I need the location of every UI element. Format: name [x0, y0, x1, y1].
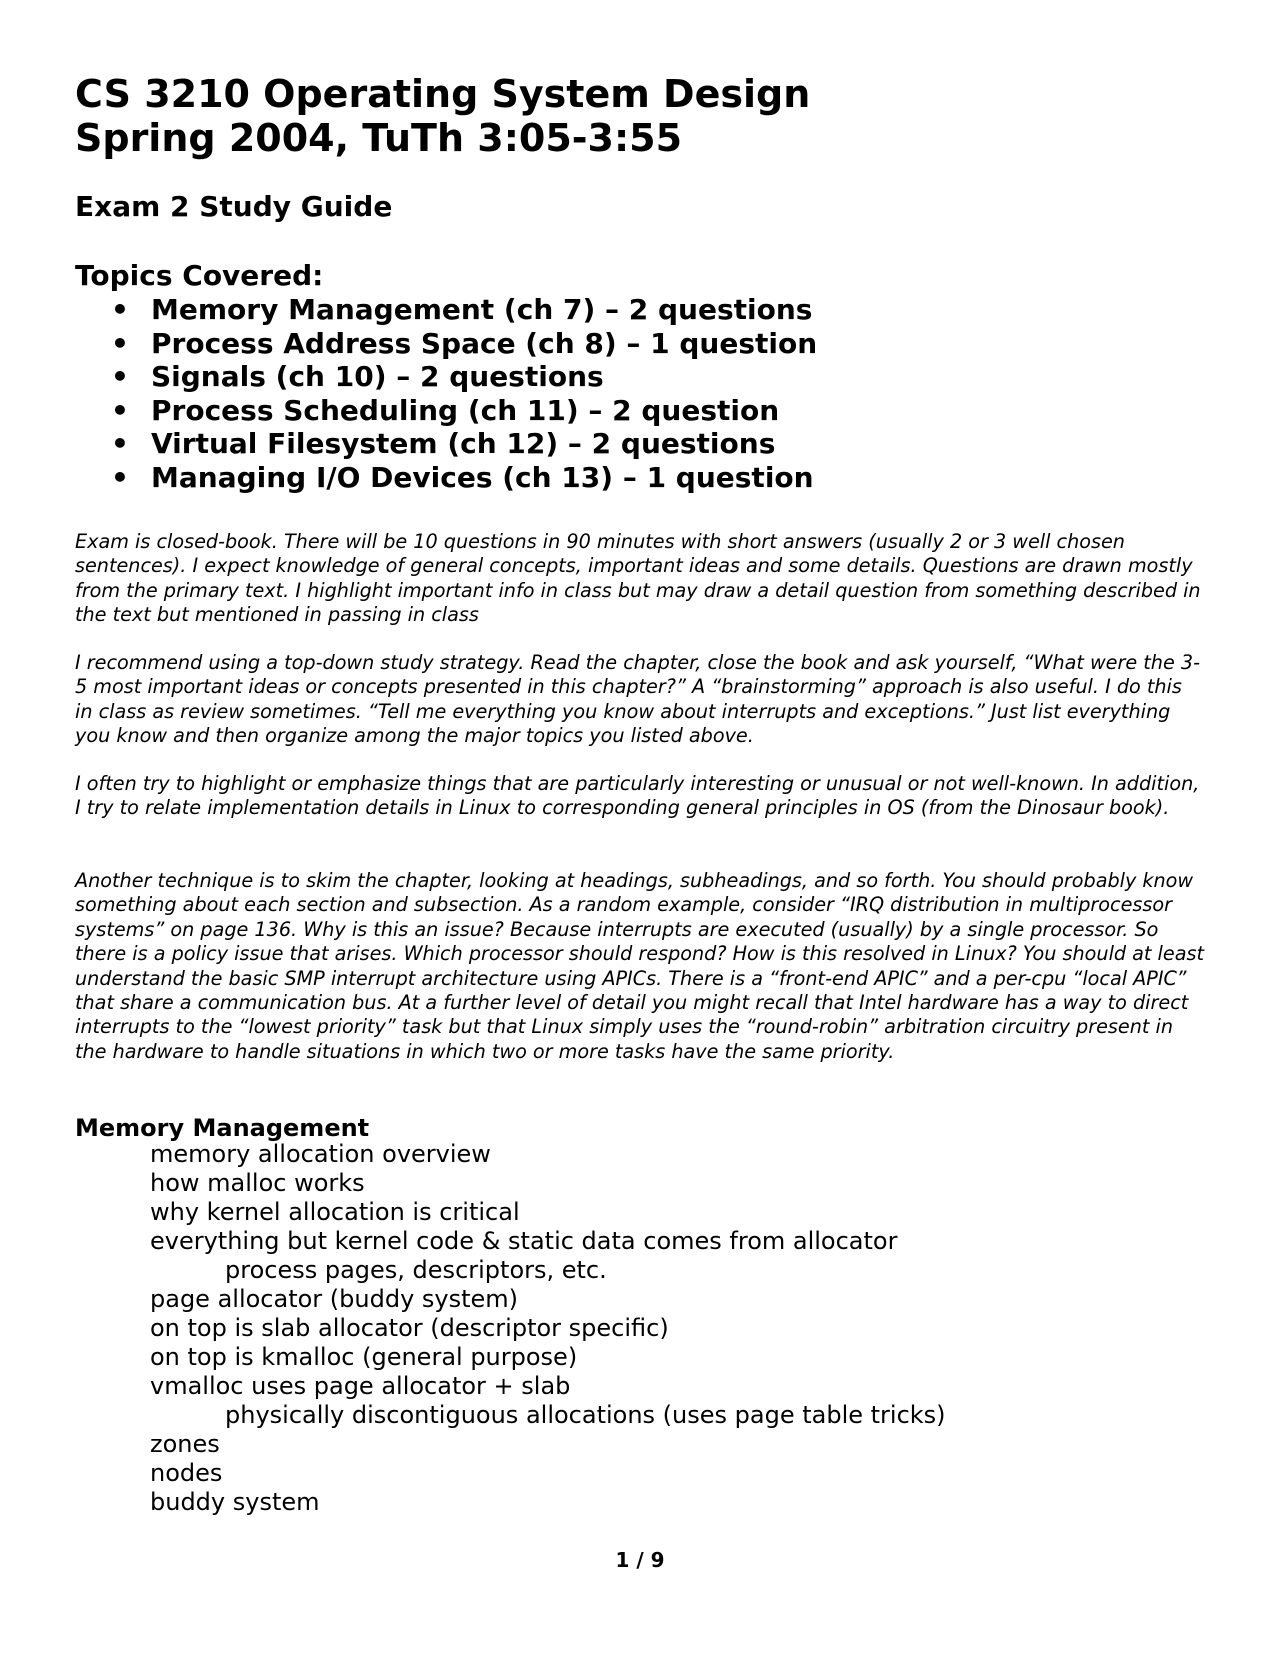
page-number: 1 / 9 [615, 1548, 665, 1572]
memory-management-outline [150, 1140, 946, 1517]
bullet-icon: • [111, 360, 129, 394]
outline-item: page allocator (buddy system) [150, 1285, 519, 1313]
outline-subitem: process pages, descriptors, etc. [225, 1256, 607, 1284]
topic-item [75, 327, 817, 361]
outline-item: everything but kernel code & static data comes from allocator [150, 1227, 898, 1255]
topic-item [75, 427, 817, 461]
topic-text: Virtual Filesystem (ch 12) – 2 questions [151, 427, 776, 461]
topic-text: Signals (ch 10) – 2 questions [151, 360, 604, 394]
title-line-2: Spring 2004, TuTh 3:05-3:55 [75, 116, 683, 160]
exam-format-paragraph: Exam is closed-book. There will be 10 questions in 90 minutes with short answers (usually 2 or 3 well chosen sentences). I expect knowledge of general concepts, important ideas and some details. Questions are drawn mostly from the primary text. I highlight important info in class but may draw a detail question from something described in the text but mentioned in passing in class [75, 530, 1201, 627]
study-strategy-paragraph: I recommend using a top-down study strategy. Read the chapter, close the book and ask yourself, “What were the 3-5 most important ideas or concepts presented in this chapter?” A “brainstorming” approach is also useful. I do this in class as review sometimes. “Tell me everything you know about interrupts and exceptions.” Just list everything you know and then organize among the major topics you listed above. [75, 651, 1200, 748]
skim-technique-paragraph: Another technique is to skim the chapter, looking at headings, subheadings, and so forth. You should probably know something about each section and subsection. As a random example, consider “IRQ distribution in multiprocessor systems” on page 136. Why is this an issue? Because interrupts are executed (usually) by a single processor. So there is a policy issue that arises. Which processor should respond? How is this resolved in Linux? You should at least understand the basic SMP interrupt architecture using APICs. There is a “front-end APIC” and a per-cpu “local APIC” that share a communication bus. At a further level of detail you might recall that Intel hardware has a way to direct interrupts to the “lowest priority” task but that Linux simply uses the “round-robin” arbitration circuitry present in the hardware to handle situations in which two or more tasks have the same priority. [75, 869, 1204, 1063]
topics-list [75, 293, 817, 495]
topic-text: Managing I/O Devices (ch 13) – 1 question [151, 460, 814, 494]
topic-text: Process Scheduling (ch 11) – 2 question [151, 393, 780, 427]
outline-item: vmalloc uses page allocator + slab [150, 1372, 571, 1400]
bullet-icon: • [111, 393, 129, 427]
emphasis-paragraph: I often try to highlight or emphasize things that are particularly interesting or unusual or not well-known. In addition, I try to relate implementation details in Linux to corresponding general principles in OS (from the Dinosaur book). [75, 772, 1200, 820]
page-title [75, 72, 810, 160]
topics-heading: Topics Covered: [75, 259, 324, 292]
topic-text: Memory Management (ch 7) – 2 questions [151, 293, 813, 326]
topic-text: Process Address Space (ch 8) – 1 question [151, 326, 818, 360]
bullet-icon: • [111, 293, 129, 326]
topic-item [75, 394, 817, 428]
topic-item [75, 293, 817, 327]
outline-item: zones [150, 1430, 220, 1458]
outline-item: why kernel allocation is critical [150, 1198, 520, 1226]
outline-item: memory allocation overview [150, 1140, 491, 1168]
outline-item: on top is kmalloc (general purpose) [150, 1343, 578, 1371]
outline-item: nodes [150, 1459, 223, 1487]
bullet-icon: • [111, 460, 129, 494]
memory-management-heading: Memory Management [75, 1114, 370, 1142]
topic-item [75, 360, 817, 394]
outline-item: on top is slab allocator (descriptor specific) [150, 1314, 669, 1342]
outline-item: buddy system [150, 1488, 320, 1516]
title-line-1: CS 3210 Operating System Design [75, 72, 811, 116]
topic-item [75, 461, 817, 495]
bullet-icon: • [111, 427, 129, 461]
bullet-icon: • [111, 326, 129, 360]
study-guide-subtitle: Exam 2 Study Guide [75, 190, 393, 223]
outline-subitem: physically discontiguous allocations (uses page table tricks) [225, 1401, 946, 1429]
outline-item: how malloc works [150, 1169, 365, 1197]
